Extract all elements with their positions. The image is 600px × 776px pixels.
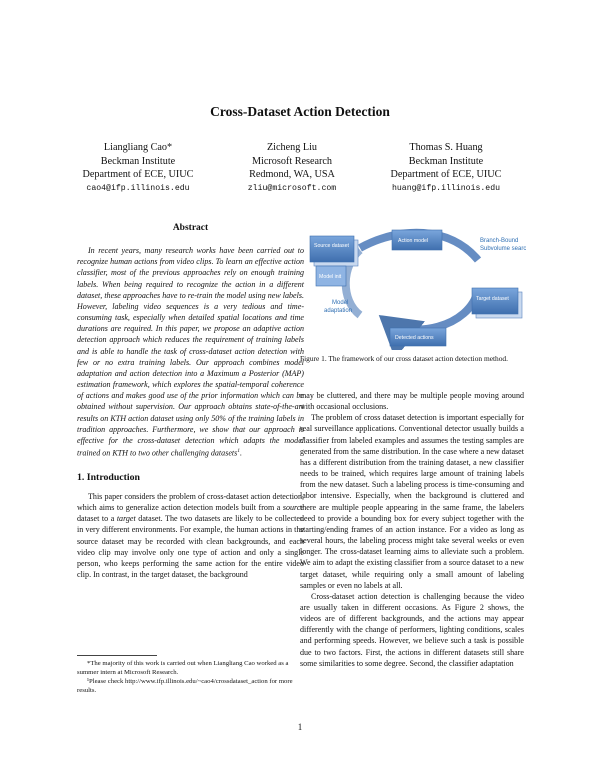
author-2 [207,141,377,195]
footnote-divider [77,655,157,656]
subvolume-search-label: Subvolume search [480,246,526,252]
paper-title: Cross-Dataset Action Detection [210,104,390,119]
author-email[interactable]: cao4@ifp.illinois.edu [86,183,190,193]
author-name: Liangliang Cao* [103,142,173,153]
abstract-text: In recent years, many research works have been carried out to recognize human actions from video clips. To learn an effective action classifier, most of the previous approaches rely on enough training labels. When being required to recognize the action in a different dataset, these approaches have to re-train the model using new labels. However, labeling video sequences is a very tedious and time-consuming task, especially when detailed spatial locations and time durations are required. In this paper, we propose an adaptive action detection approach which reduces the requirement of training labels and is able to handle the task of cross-dataset action detection with few or no extra training labels. Our approach combines model adaptation and action detection into a Maximum a Posterior (MAP) estimation framework, which explores the spatial-temporal coherence of actions and makes good use of the prior information which can be obtained without supervision. Our approach obtains state-of-the-art results on KTH action dataset using only 50% of the training labels in tradition approaches. Furthermore, we show that our approach is effective for the cross-dataset detection which adapts the model trained on KTH to two other challenging datasets$^1$. [77,246,304,458]
source-dataset-box [310,236,354,262]
author-1 [53,141,223,195]
author-email[interactable]: huang@ifp.illinois.edu [391,183,501,193]
right-column [300,390,524,669]
author-department: Department of ECE, UIUC [82,169,194,181]
detected-actions-label: Detected actions [395,335,434,341]
adaptation-label: adaptation [324,308,353,314]
source-dataset-label: Source dataset [314,243,349,249]
left-column [77,223,304,580]
model-init-label: Model init [319,274,342,280]
intro-paragraph-3: Cross-dataset action detection is challenging because the video are usually taken in different occasions. As Figure 2 shows, the videos are of different backgrounds, and the actions may appear differently with the change of performers, lighting conditions, scales and performing speeds. However, we believe such a task is possible due to two factors. First, the actions in different datasets still share some similarities to some degree. Second, the classifier adaptation [300,591,524,668]
figure-1-framework [300,220,526,350]
intro-heading: 1. Introduction [77,471,140,483]
branch-bound-label: Branch-Bound [480,238,519,244]
author-email[interactable]: zliu@microsoft.com [247,183,337,193]
action-model-label: Action model [398,238,428,244]
author-3 [361,141,531,195]
author-affiliation: Beckman Institute [100,155,176,167]
author-affiliation: Microsoft Research [251,155,333,167]
flow-arc-bottom [385,290,478,330]
framework-diagram [300,220,526,350]
footnote-one: ¹Please check http://www.ifp.illinois.edu/~cao4/crossdataset_action for more results. [77,678,293,694]
figure-caption: Figure 1. The framework of our cross dataset action detection method. [300,354,508,363]
footnotes [77,655,304,695]
intro-paragraph-1-continued: may be cluttered, and there may be multiple people moving around with occasional occlusions. [300,391,524,412]
page-number: 1 [297,722,303,732]
author-affiliation: Beckman Institute [408,155,484,167]
author-name: Zicheng Liu [266,142,318,153]
intro-paragraph-1: This paper considers the problem of cross-dataset action detection, which aims to generalize action detection models built from a source dataset to a target dataset. The two datasets are likely to be collected in very different environments. For example, the human actions in the source dataset may be recorded with clean backgrounds, and each video clip may involve only one type of action and only a single person, who keeps performing the same action for the entire video clip. In contrast, in the target dataset, the background [77,491,304,580]
target-dataset-label: Target dataset [476,296,509,302]
model-label: Model [332,300,349,306]
abstract-heading: Abstract [172,223,209,233]
author-department: Department of ECE, UIUC [390,169,502,181]
intro-paragraph-2: The problem of cross dataset detection is important especially for real surveillance applications. Conventional detector usually builds a classifier from labeled examples and assumes the testing samples are generated from the same distribution. In the case where a new dataset has a different distribution from the training dataset, a new classifier needs to be trained, which requires large amount of training labels from the new dataset. Such a labeling process is time-consuming and labor intensive. Especially, when the background is cluttered and there are multiple people appearing in the same frame, the labelers need to provide a bounding box for every subject together with the starting/ending frames of an action instance. For a video as long as several hours, the labeling process might take several weeks or even longer. The cross-dataset learning aims to alleviate such a problem. We aim to adapt the existing classifier from a source dataset to a new target dataset, while requiring only a small amount of labeling samples or even no labels at all. [300,413,524,590]
author-department: Redmond, WA, USA [249,169,335,181]
author-name: Thomas S. Huang [409,142,483,153]
footnote-star: *The majority of this work is carried out when Liangliang Cao worked as a summer intern at Microsoft Research. [77,660,289,676]
